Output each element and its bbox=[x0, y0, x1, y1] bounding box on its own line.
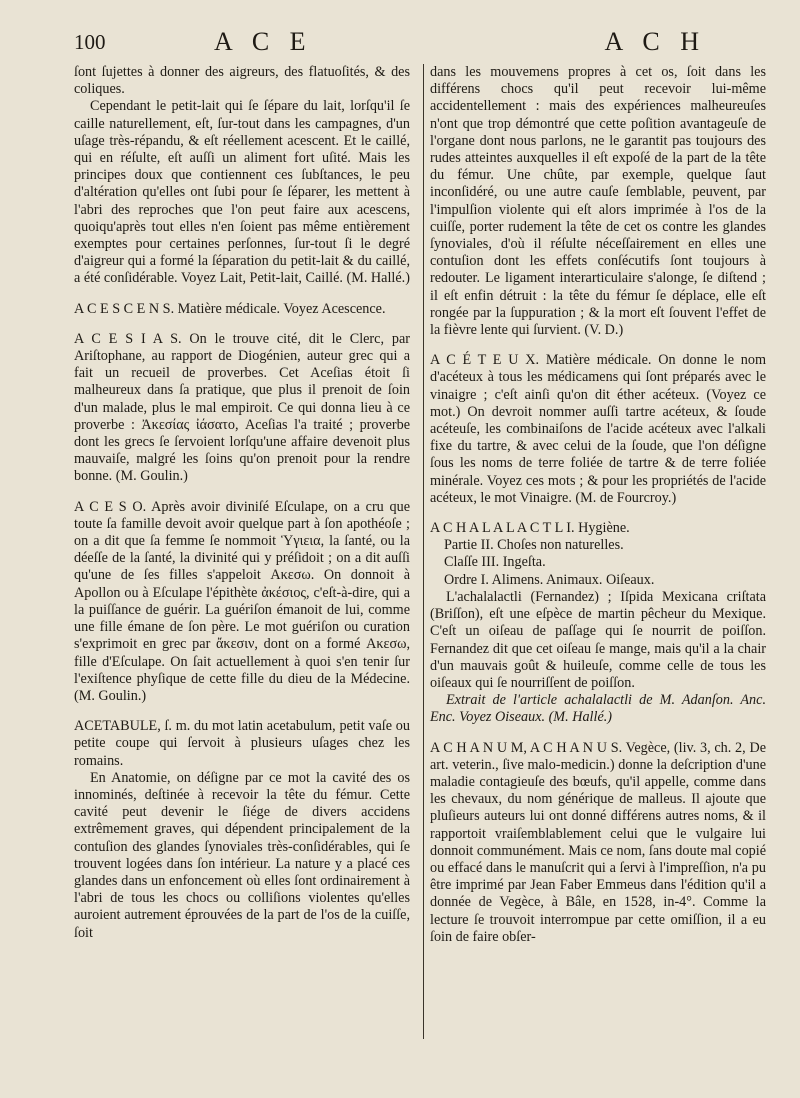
right-running-head: A C H bbox=[604, 27, 706, 56]
entry-acetabule: ACETABULE, ſ. m. du mot latin acetabulum, petit vaſe ou petite coupe qui ſervoit à plusieurs uſages chez les romains. bbox=[74, 718, 410, 769]
entry-achalalactli-extrait: Extrait de l'article achalalactli de M. Adanſon. Anc. Enc. Voyez Oiseaux. (M. Hallé.) bbox=[430, 692, 766, 726]
entry-achalalactli-heading: A C H A L A L A C T L I. Hygiène. bbox=[430, 520, 630, 537]
classification-partie: Partie II. Choſes non naturelles. bbox=[444, 537, 624, 554]
classification-ordre: Ordre I. Alimens. Animaux. Oiſeaux. bbox=[444, 571, 655, 588]
entry-acescens: A C E S C E N S. Matière médicale. Voyez Acescence. bbox=[74, 300, 386, 317]
entry-aceteux: A C É T E U X. Matière médicale. On donne le nom d'acéteux à tous les médicamens qui ſont préparés avec le vinaigre ; c'eſt ainſi qu'on dit éther acéteux. (Voyez ce mot.) On devroit nommer auſſi tartre acéteux, & ſoude acéteuſe, les combinaiſons de l'acide acéteux avec l'alkali fixe du tartre, & avec celui de la ſoude, que l'on déſigne ſous les noms de terre foliée de tartre & de terre foliée minérale. Voyez ces mots ; & pour les propriétés de l'acide acéteux, le mot Vinaigre. (M. de Fourcroy.) bbox=[430, 352, 766, 506]
page-number: 100 bbox=[74, 30, 106, 54]
entry-aceso: A C E S O. Après avoir diviniſé Eſculape, on a cru que toute ſa famille devoit avoir quelque part à ſon apothéoſe ; on a dit que ſa femme ſe nommoit Ὑγιεια, la ſanté, ou la déeſſe de la ſanté, la divinité qui y préſidoit ; on a dit auſſi qu'une de ſes filles s'appeloit Ακεσω. On donnoit à Apollon ou à Eſculape l'épithète ἀκέσιος, c'eſt-à-dire, qui a la puiſſance de guérir. La guériſon émanoit de lui, comme une fille émane de ſon père. Le mot guériſon ou curation s'exprimoit en grec par ἄκεσιν, dont on a formé Ακεσω, fille d'Eſculape. On ſait actuellement à quoi s'en tenir ſur l'exiſtence phyſique de cette fille du dieu de la Médecine. (M. Goulin.) bbox=[74, 498, 410, 704]
continued-acetabule: dans les mouvemens propres à cet os, ſoit dans les différens chocs qu'il peut recevoir lui-même accidentellement : mais des expériences malheureuſes n'ont que trop démontré que cette poſition avantageuſe de l'organe dont nous parlons, ne le garantit pas toujours des rudes atteintes auxquelles il eſt expoſé de la part de la tête du fémur. Une chûte, par exemple, quelque ſaut inconſidéré, ou une autre cauſe ſemblable, peuvent, par l'impulſion violente qui eſt alors imprimée à l'os de la cuiſſe, porter rudement la tête de cet os contre les glandes ſynoviales, d'où il réſulte néceſſairement en elles une contuſion dont les effets conſécutifs ſont toujours à redouter. Le ligament interarticulaire s'alonge, ſe diſtend ; il eſt enfin détruit : la tête du fémur ſe déplace, elle eſt rongée par la ſuppuration ; & la mort eſt ſouvent l'effet de la fièvre lente qui ſurvient. (V. D.) bbox=[430, 64, 766, 339]
right-column bbox=[430, 64, 766, 946]
entry-acesias: A C E S I A S. On le trouve cité, dit le Clerc, par Ariſtophane, au rapport de Diogénien, auteur grec qui a fait un recueil de proverbes. Cet Aceſias étoit ſi malheureux dans ſa pratique, que plus il prenoit de ſoin d'un malade, plus le mal empiroit. Ce qui donna lieu à ce proverbe : Ἀκεσίας ἰάσατο, Aceſias l'a traité ; proverbe dont les grecs ſe ſervoient lorſqu'une affaire devenoit plus mauvaiſe, malgré les ſoins qu'on prenoit pour la rendre bonne. (M. Goulin.) bbox=[74, 330, 410, 485]
left-running-head: A C E bbox=[214, 27, 313, 56]
continued-paragraph: ſont ſujettes à donner des aigreurs, des flatuoſités, & des coliques. bbox=[74, 64, 410, 98]
left-column bbox=[74, 64, 410, 946]
two-column-text bbox=[74, 64, 766, 946]
classification-classe: Claſſe III. Ingeſta. bbox=[444, 554, 546, 571]
entry-acetabule-anatomy: En Anatomie, on déſigne par ce mot la cavité des os innominés, deſtinée à recevoir la tête du fémur. Cette cavité peut devenir le ſiége de divers accidens extrêmement graves, qui dépendent principalement de la contuſion des glandes ſynoviales très-conſidérables, qui ſe trouvent logées dans ſon intérieur. La nature y a placé ces glandes dans un enfoncement où elles ſont ordinairement à l'abri de tous les chocs ou colliſions violentes qu'elles auroient autrement éprouvées de la part de l'os de la cuiſſe, ſoit bbox=[74, 769, 410, 941]
column-divider bbox=[423, 64, 424, 1039]
entry-achalalactli-body: L'achalalactli (Fernandez) ; Iſpida Mexicana criſtata (Briſſon), eſt une eſpèce de martin pêcheur du Mexique. C'eſt un oiſeau de paſſage qui ſe nourrit de poiſſon. Fernandez dit que cet oiſeau ſe mange, mais qu'il a la chair d'un mauvais goût & huileuſe, comme celle de tous les oiſeaux qui ſe nourriſſent de poiſſon. bbox=[430, 588, 766, 691]
running-header bbox=[74, 28, 766, 62]
entry-achanum: A C H A N U M, A C H A N U S. Vegèce, (liv. 3, ch. 2, De art. veterin., ſive malo-medicin.) donne la deſcription d'une maladie contagieuſe des bœufs, qu'il appelle, comme dans les chevaux, du nom générique de malleus. Il ajoute que pluſieurs auteurs lui ont donné différens autres noms, & il rapportoit vraiſemblablement celui que le vulgaire lui donnoit communément. Mais ce nom, ſans doute mal copié ou effacé dans le manuſcrit qui a ſervi à l'impreſſion, n'a pu être imprimé par Jean Faber Emmeus dans l'édition qu'il a donnée de Vegèce, à Bâle, en 1528, in-4°. Comme la lecture ſe trouvoit interrompue par cette omiſſion, il a eu ſoin de faire obſer- bbox=[430, 739, 766, 945]
petit-lait-paragraph: Cependant le petit-lait qui ſe ſépare du lait, lorſqu'il ſe caille naturellement, eſt, ſur-tout dans les campagnes, d'un uſage très-répandu, & eſt réellement acescent. Et le caillé, qui en réſulte, eſt auſſi un aliment fort uſité. Mais les principes doux que contiennent ces ſubſtances, le peu d'altération qu'elles ont ſubi pour ſe ſéparer, les mettent à l'abri des reproches que l'on peut faire aux acescens, quoiqu'après tout elles n'en ſoient pas même entièrement exemptes pour certaines perſonnes, ſur-tout ſi le degré d'aigreur qui a formé la ſéparation du petit-lait & du caillé, a été conſidérable. Voyez Lait, Petit-lait, Caillé. (M. Hallé.) bbox=[74, 98, 410, 287]
